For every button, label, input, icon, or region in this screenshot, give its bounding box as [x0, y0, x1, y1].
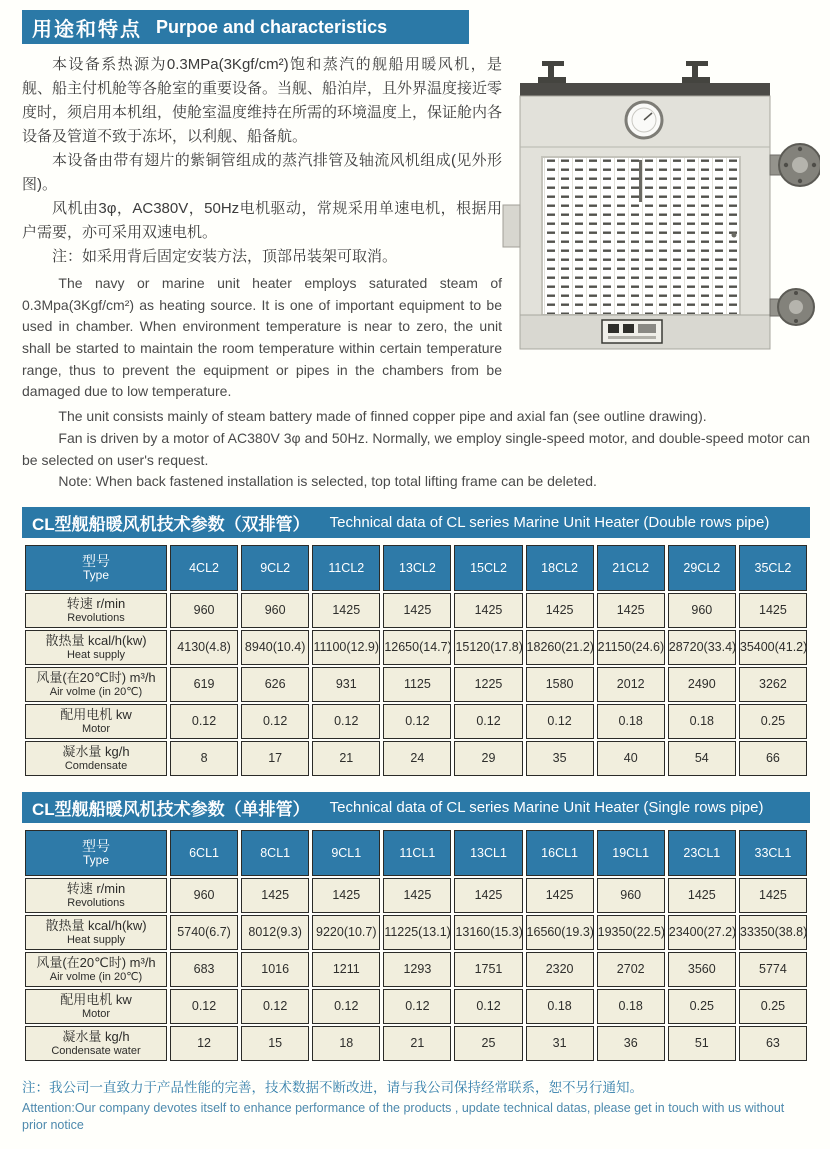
model-header-en: Type — [82, 853, 109, 868]
value-cell: 1425 — [526, 593, 594, 628]
value-cell: 0.18 — [597, 989, 665, 1024]
section-title-zh: 用途和特点 — [32, 18, 142, 41]
value-cell: 683 — [170, 952, 238, 987]
value-cell: 11100(12.9) — [312, 630, 380, 665]
row-label-cell — [25, 878, 167, 913]
value-cell: 0.18 — [668, 704, 736, 739]
intro-text-column — [22, 53, 502, 403]
table-banner-double-en: Technical data of CL series Marine Unit Heater (Double rows pipe) — [329, 513, 770, 531]
row-label-zh: 配用电机 kw — [60, 706, 132, 722]
table-data-row — [25, 989, 807, 1024]
value-cell: 1751 — [454, 952, 522, 987]
model-cell: 19CL1 — [597, 830, 665, 876]
row-label-cell — [25, 630, 167, 665]
value-cell: 17 — [241, 741, 309, 776]
row-label-cell — [25, 915, 167, 950]
model-cell: 13CL2 — [383, 545, 451, 591]
intro-paragraph-en-2: The unit consists mainly of steam battery made of finned copper pipe and axial fan (see outline drawing). — [58, 408, 707, 425]
value-cell: 28720(33.4) — [668, 630, 736, 665]
value-cell: 1425 — [312, 593, 380, 628]
model-cell: 4CL2 — [170, 545, 238, 591]
row-label-cell — [25, 704, 167, 739]
value-cell: 3262 — [739, 667, 807, 702]
table-data-row — [25, 952, 807, 987]
intro-paragraph-en-3: Fan is driven by a motor of AC380V 3φ and 50Hz. Normally, we employ single-speed motor, and double-speed motor can be selected on user's request. — [22, 429, 810, 468]
footer-note-zh: 注：我公司一直致力于产品性能的完善，技术数据不断改进，请与我公司保持经常联系，恕不另行通知。 — [22, 1079, 643, 1095]
value-cell: 0.25 — [739, 989, 807, 1024]
table-data-row — [25, 704, 807, 739]
value-cell: 15120(17.8) — [454, 630, 522, 665]
row-label-zh: 转速 r/min — [66, 880, 126, 896]
value-cell: 35400(41.2) — [739, 630, 807, 665]
model-cell: 6CL1 — [170, 830, 238, 876]
value-cell: 25 — [454, 1026, 522, 1061]
model-cell: 35CL2 — [739, 545, 807, 591]
row-label-en: Revolutions — [67, 896, 125, 909]
row-label-en: Condensate water — [51, 1044, 141, 1057]
value-cell: 21 — [312, 741, 380, 776]
value-cell: 1425 — [597, 593, 665, 628]
section-title-banner — [22, 10, 469, 44]
table-banner-double-zh: CL型舰船暖风机技术参数（双排管） — [32, 514, 310, 534]
value-cell: 0.12 — [383, 989, 451, 1024]
footer-note-en: Attention:Our company devotes itself to enhance performance of the products , update technical datas, please get in touch with us without prior notice — [22, 1100, 785, 1133]
value-cell: 4130(4.8) — [170, 630, 238, 665]
value-cell: 1211 — [312, 952, 380, 987]
value-cell: 0.12 — [526, 704, 594, 739]
value-cell: 33350(38.8) — [739, 915, 807, 950]
value-cell: 15 — [241, 1026, 309, 1061]
table-data-row — [25, 630, 807, 665]
row-label-cell — [25, 667, 167, 702]
row-label-zh: 转速 r/min — [66, 595, 126, 611]
value-cell: 931 — [312, 667, 380, 702]
value-cell: 1425 — [383, 878, 451, 913]
value-cell: 2320 — [526, 952, 594, 987]
value-cell: 0.12 — [454, 989, 522, 1024]
footer-notes — [22, 1079, 810, 1135]
model-cell: 8CL1 — [241, 830, 309, 876]
table-data-row — [25, 741, 807, 776]
intro-paragraph-zh-2: 本设备由带有翅片的紫铜管组成的蒸汽排管及轴流风机组成(见外形图)。 — [22, 152, 502, 193]
value-cell: 2702 — [597, 952, 665, 987]
value-cell: 1293 — [383, 952, 451, 987]
condensate-pipe-flange-bottom-icon — [770, 289, 814, 325]
model-cell: 9CL2 — [241, 545, 309, 591]
value-cell: 960 — [170, 593, 238, 628]
value-cell: 35 — [526, 741, 594, 776]
row-label-cell — [25, 741, 167, 776]
value-cell: 8 — [170, 741, 238, 776]
intro-full-width-paragraphs — [22, 406, 810, 493]
row-label-zh: 凝水量 kg/h — [62, 743, 130, 759]
value-cell: 18 — [312, 1026, 380, 1061]
value-cell: 1425 — [454, 878, 522, 913]
table-banner-single-en: Technical data of CL series Marine Unit Heater (Single rows pipe) — [329, 798, 764, 816]
value-cell: 5740(6.7) — [170, 915, 238, 950]
model-cell: 15CL2 — [454, 545, 522, 591]
row-label-en: Revolutions — [67, 611, 125, 624]
value-cell: 40 — [597, 741, 665, 776]
value-cell: 1425 — [739, 593, 807, 628]
value-cell: 9220(10.7) — [312, 915, 380, 950]
table-data-row — [25, 593, 807, 628]
model-cell: 11CL1 — [383, 830, 451, 876]
steam-pipe-flange-top-icon — [770, 144, 820, 186]
value-cell: 51 — [668, 1026, 736, 1061]
spec-table-double-rows — [22, 543, 810, 778]
table-data-row — [25, 1026, 807, 1061]
model-cell: 29CL2 — [668, 545, 736, 591]
model-header-cell — [25, 830, 167, 876]
table-banner-double-rows — [22, 507, 810, 538]
table-banner-single-zh: CL型舰船暖风机技术参数（单排管） — [32, 799, 310, 819]
model-header-zh: 型号 — [82, 552, 110, 569]
row-label-en: Heat supply — [66, 648, 126, 661]
value-cell: 31 — [526, 1026, 594, 1061]
row-label-cell — [25, 593, 167, 628]
value-cell: 0.12 — [241, 704, 309, 739]
value-cell: 960 — [597, 878, 665, 913]
marine-unit-heater-photo — [502, 57, 820, 393]
value-cell: 1425 — [668, 878, 736, 913]
value-cell: 66 — [739, 741, 807, 776]
row-label-en: Motor — [81, 1007, 111, 1020]
row-label-en: Motor — [81, 722, 111, 735]
value-cell: 1425 — [526, 878, 594, 913]
intro-paragraph-zh-3: 风机由3φ，AC380V，50Hz电机驱动，常规采用单速电机，根据用户需要，亦可采用双速电机。 — [22, 200, 502, 241]
row-label-en: Heat supply — [66, 933, 126, 946]
intro-paragraph-en-1: The navy or marine unit heater employs saturated steam of 0.3Mpa(3Kgf/cm²) as heating source. It is one of important equipment to be used in chamber. When environment temperature is near to zero, the unit shall be started to maintain the room temperature within certain temperature range, thus to prevent the equipment or pipes in the chambers from be damaged due to low temperature. — [22, 275, 502, 400]
value-cell: 960 — [241, 593, 309, 628]
value-cell: 63 — [739, 1026, 807, 1061]
row-label-zh: 散热量 kcal/h(kw) — [45, 632, 147, 648]
row-label-cell — [25, 989, 167, 1024]
value-cell: 18260(21.2) — [526, 630, 594, 665]
table-data-row — [25, 915, 807, 950]
row-label-zh: 配用电机 kw — [60, 991, 132, 1007]
model-header-en: Type — [82, 568, 109, 583]
value-cell: 11225(13.1) — [383, 915, 451, 950]
value-cell: 12 — [170, 1026, 238, 1061]
value-cell: 1225 — [454, 667, 522, 702]
value-cell: 0.12 — [241, 989, 309, 1024]
pressure-gauge-icon — [626, 102, 662, 138]
value-cell: 19350(22.5) — [597, 915, 665, 950]
value-cell: 1425 — [241, 878, 309, 913]
value-cell: 54 — [668, 741, 736, 776]
value-cell: 1425 — [454, 593, 522, 628]
value-cell: 0.12 — [170, 989, 238, 1024]
table-header-row — [25, 830, 807, 876]
spec-table-single-rows — [22, 828, 810, 1063]
value-cell: 24 — [383, 741, 451, 776]
model-header-zh: 型号 — [82, 837, 110, 854]
value-cell: 0.12 — [170, 704, 238, 739]
product-image-column — [502, 53, 820, 403]
value-cell: 619 — [170, 667, 238, 702]
value-cell: 21 — [383, 1026, 451, 1061]
value-cell: 1425 — [383, 593, 451, 628]
value-cell: 0.12 — [383, 704, 451, 739]
intro-note-zh: 注：如采用背后固定安装方法，顶部吊装架可取消。 — [52, 248, 398, 265]
row-label-cell — [25, 1026, 167, 1061]
row-label-zh: 凝水量 kg/h — [62, 1028, 130, 1044]
value-cell: 3560 — [668, 952, 736, 987]
table-banner-single-rows — [22, 792, 810, 823]
value-cell: 2490 — [668, 667, 736, 702]
value-cell: 2012 — [597, 667, 665, 702]
value-cell: 0.12 — [312, 989, 380, 1024]
value-cell: 1125 — [383, 667, 451, 702]
value-cell: 0.12 — [454, 704, 522, 739]
value-cell: 0.18 — [526, 989, 594, 1024]
model-cell: 9CL1 — [312, 830, 380, 876]
control-plate-icon — [602, 320, 662, 343]
row-label-zh: 散热量 kcal/h(kw) — [45, 917, 147, 933]
value-cell: 1425 — [312, 878, 380, 913]
row-label-en: Air volme (in 20℃) — [49, 970, 143, 983]
value-cell: 0.25 — [668, 989, 736, 1024]
row-label-en: Comdensate — [64, 759, 128, 772]
model-cell: 18CL2 — [526, 545, 594, 591]
model-header-cell — [25, 545, 167, 591]
lifting-bracket-icon — [538, 61, 710, 83]
intro-paragraph-zh-1: 本设备系热源为0.3MPa(3Kgf/cm²)饱和蒸汽的舰船用暖风机，是舰、船主付机舱等各舱室的重要设备。当舰、船泊岸，且外界温度接近零度时，须启用本机组，使舱室温度维持在所需的环境温度上，保证舱内各设备及管道不致于冻坏，以利舰、船备航。 — [22, 56, 503, 145]
value-cell: 13160(15.3) — [454, 915, 522, 950]
intro-paragraph-en-4: Note: When back fastened installation is selected, top total lifting frame can be deleted. — [58, 473, 597, 490]
value-cell: 8012(9.3) — [241, 915, 309, 950]
value-cell: 0.25 — [739, 704, 807, 739]
model-cell: 13CL1 — [454, 830, 522, 876]
value-cell: 0.12 — [312, 704, 380, 739]
model-cell: 16CL1 — [526, 830, 594, 876]
model-cell: 21CL2 — [597, 545, 665, 591]
value-cell: 21150(24.6) — [597, 630, 665, 665]
table-header-row — [25, 545, 807, 591]
row-label-cell — [25, 952, 167, 987]
row-label-en: Air volme (in 20℃) — [49, 685, 143, 698]
value-cell: 1425 — [739, 878, 807, 913]
value-cell: 960 — [668, 593, 736, 628]
row-label-zh: 风量(在20℃时) m³/h — [36, 954, 156, 970]
value-cell: 8940(10.4) — [241, 630, 309, 665]
table-data-row — [25, 878, 807, 913]
value-cell: 960 — [170, 878, 238, 913]
row-label-zh: 风量(在20℃时) m³/h — [36, 669, 156, 685]
value-cell: 1580 — [526, 667, 594, 702]
section-title-en: Purpoe and characteristics — [156, 16, 388, 37]
value-cell: 1016 — [241, 952, 309, 987]
model-cell: 33CL1 — [739, 830, 807, 876]
value-cell: 36 — [597, 1026, 665, 1061]
model-cell: 23CL1 — [668, 830, 736, 876]
value-cell: 626 — [241, 667, 309, 702]
value-cell: 5774 — [739, 952, 807, 987]
table-data-row — [25, 667, 807, 702]
value-cell: 12650(14.7) — [383, 630, 451, 665]
intro-section — [22, 53, 810, 403]
value-cell: 29 — [454, 741, 522, 776]
model-cell: 11CL2 — [312, 545, 380, 591]
value-cell: 16560(19.3) — [526, 915, 594, 950]
value-cell: 23400(27.2) — [668, 915, 736, 950]
value-cell: 0.18 — [597, 704, 665, 739]
